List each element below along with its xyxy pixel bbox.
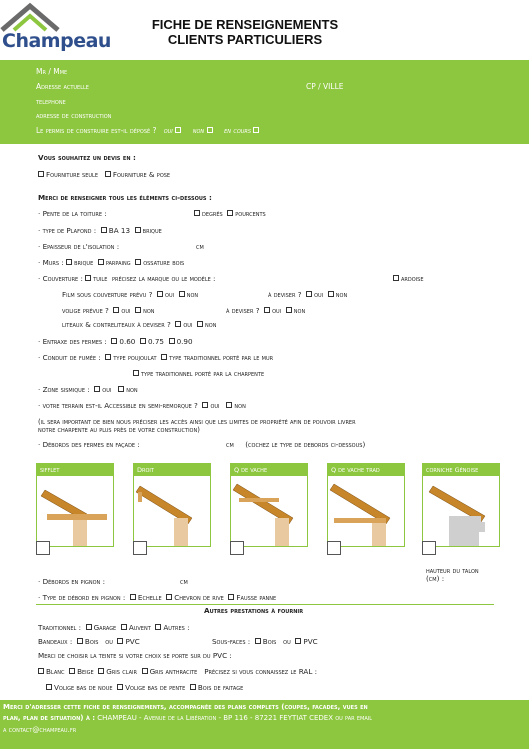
poujoulat-label: type poujoulat xyxy=(113,353,157,362)
teinte-label: Merci de choisir la teinte si votre choix se porte sur du PVC : xyxy=(38,651,232,660)
sismique-label: · Zone sismique : xyxy=(38,385,90,394)
entraxe-090-checkbox[interactable] xyxy=(169,338,175,344)
fourniture-seule-checkbox[interactable] xyxy=(38,171,44,177)
film-deviser-non-checkbox[interactable] xyxy=(328,291,334,297)
q-vache-trad-checkbox[interactable] xyxy=(327,541,341,555)
ardoise-label: ardoise xyxy=(401,274,424,283)
ardoise-checkbox[interactable] xyxy=(393,275,399,281)
debord-q-vache-trad-title: Q de vache trad xyxy=(328,464,404,476)
debord-sifflet-title: sifflet xyxy=(37,464,113,476)
sous-faces-bois-label: Bois xyxy=(262,637,277,646)
debord-droit-card[interactable] xyxy=(133,463,211,547)
volige-row xyxy=(62,306,155,315)
poujoulat-checkbox[interactable] xyxy=(105,354,111,360)
isolation-label: · Epaisseur de l'isolation : xyxy=(38,242,120,251)
film-deviser-oui-checkbox[interactable] xyxy=(306,291,312,297)
entraxe-075-label: 0.75 xyxy=(147,337,164,346)
film-deviser-row xyxy=(268,290,347,299)
permit-oui-checkbox[interactable] xyxy=(175,127,181,133)
trad-mur-checkbox[interactable] xyxy=(161,354,167,360)
bandeaux-pvc-label: PVC xyxy=(125,637,140,646)
debords-pignon-unit: cm xyxy=(180,577,188,586)
volige-label: volige prévue ? xyxy=(62,306,109,315)
garage-label: Garage xyxy=(93,623,117,632)
sous-faces-ou: ou xyxy=(283,637,291,646)
film-deviser-non-label: non xyxy=(335,290,348,299)
trad-mur-label: type traditionnel porté par le mur xyxy=(169,353,274,362)
entraxe-060-checkbox[interactable] xyxy=(111,338,117,344)
fourniture-seule-label: Fourniture seule xyxy=(46,170,98,179)
semi-label: · votre terrain est-il Accessible en semi-remorque ? xyxy=(38,401,198,410)
identity-band xyxy=(0,60,529,144)
entraxe-090-label: 0.90 xyxy=(176,337,193,346)
volige-pente-label: Volige bas de pente xyxy=(125,683,186,692)
q-vache-checkbox[interactable] xyxy=(230,541,244,555)
sifflet-diagram-icon xyxy=(37,476,113,546)
blanc-checkbox[interactable] xyxy=(38,668,44,674)
volige-deviser-oui-checkbox[interactable] xyxy=(264,307,270,313)
volige-oui-checkbox[interactable] xyxy=(113,307,119,313)
q-vache-trad-diagram-icon xyxy=(328,476,404,546)
hauteur-talon-label: hauteur du talon xyxy=(426,566,479,575)
gris-anthracite-checkbox[interactable] xyxy=(142,668,148,674)
volige-noue-label: Volige bas de noue xyxy=(54,683,113,692)
murs-label: · Murs : xyxy=(38,258,64,267)
bandeaux-bois-label: Bois xyxy=(84,637,99,646)
semi-oui-checkbox[interactable] xyxy=(202,402,208,408)
volige-options-row xyxy=(46,683,243,692)
echelle-label: Echelle xyxy=(137,593,162,602)
couverture-label: · Couverture : xyxy=(38,274,83,283)
phone-field-label[interactable]: telephone xyxy=(36,97,66,106)
debord-corniche-card[interactable] xyxy=(422,463,500,547)
corniche-diagram-icon xyxy=(423,476,499,546)
parpaing-checkbox[interactable] xyxy=(98,259,104,265)
pente-options xyxy=(194,209,266,218)
garage-checkbox[interactable] xyxy=(86,624,92,630)
entraxe-060-label: 0.60 xyxy=(119,337,136,346)
entraxe-label: · Entraxe des fermes : xyxy=(38,337,107,346)
volige-pente-checkbox[interactable] xyxy=(117,684,123,690)
autres-label: Autres : xyxy=(163,623,190,632)
film-oui-label: oui xyxy=(165,290,175,299)
droit-diagram-icon xyxy=(134,476,210,546)
ossature-bois-checkbox[interactable] xyxy=(135,259,141,265)
volige-deviser-non-label: non xyxy=(293,306,306,315)
devis-heading: Vous souhaitez un devis en : xyxy=(38,153,136,162)
footer-line2 xyxy=(3,714,372,722)
plafond-label: · type de Plafond : xyxy=(38,226,97,235)
traditionnel-row xyxy=(38,623,190,632)
construction-address-label[interactable]: adresse de construction xyxy=(36,111,112,120)
sous-faces-label: Sous-faces : xyxy=(212,637,251,646)
gris-anthracite-label: Gris anthracite xyxy=(149,667,198,676)
footer-email[interactable]: a contact@champeau.fr xyxy=(3,726,77,734)
bois-faitage-checkbox[interactable] xyxy=(190,684,196,690)
degres-label: degrés xyxy=(202,209,223,218)
debords-facade-unit: cm xyxy=(226,440,234,449)
trad-charpente-checkbox[interactable] xyxy=(133,370,139,376)
film-label: Film sous couverture prévu ? xyxy=(62,290,153,299)
footer-line2-bold: plan, plan de situation) à : xyxy=(3,714,96,722)
ardoise-option xyxy=(393,274,424,283)
debords-pignon-label: · Débords en pignon : xyxy=(38,577,105,586)
ba13-checkbox[interactable] xyxy=(101,227,107,233)
autres-checkbox[interactable] xyxy=(155,624,161,630)
q-vache-diagram-icon xyxy=(231,476,307,546)
blanc-label: Blanc xyxy=(46,667,65,676)
type-pignon-row xyxy=(38,593,276,602)
teinte-row xyxy=(38,667,317,676)
sismique-oui-label: oui xyxy=(102,385,112,394)
film-a-deviser-label: à deviser ? xyxy=(268,290,302,299)
traditionnel-label: Traditionnel : xyxy=(38,623,82,632)
volige-a-deviser-label: à deviser ? xyxy=(226,306,260,315)
liteaux-non-checkbox[interactable] xyxy=(197,321,203,327)
tuile-label: tuile xyxy=(93,274,108,283)
trad-charpente-label: type traditionnel porté par la charpente xyxy=(141,369,265,378)
entraxe-row xyxy=(38,337,193,346)
debords-facade-label: · Débords des fermes en façade : xyxy=(38,440,140,449)
debord-q-vache-trad-card[interactable] xyxy=(327,463,405,547)
semi-non-label: non xyxy=(234,401,246,410)
murs-brique-checkbox[interactable] xyxy=(66,259,72,265)
page-title-line1: FICHE DE RENSEIGNEMENTS xyxy=(151,17,339,32)
plafond-row xyxy=(38,226,162,235)
volige-deviser-non-checkbox[interactable] xyxy=(286,307,292,313)
fourniture-pose-checkbox[interactable] xyxy=(105,171,111,177)
semi-row xyxy=(38,401,246,410)
debord-q-vache-title: Q de vache xyxy=(231,464,307,476)
volige-deviser-row xyxy=(226,306,305,315)
film-non-checkbox[interactable] xyxy=(179,291,185,297)
murs-brique-label: brique xyxy=(74,258,94,267)
debords-facade-unit-row xyxy=(226,440,365,449)
pente-label: · Pente de la toiture : xyxy=(38,209,107,218)
liteaux-non-label: non xyxy=(205,320,217,329)
debord-q-vache-card[interactable] xyxy=(230,463,308,547)
permit-question xyxy=(36,126,261,135)
gris-clair-checkbox[interactable] xyxy=(98,668,104,674)
page-title-line2: CLIENTS PARTICULIERS xyxy=(167,32,323,47)
fourniture-pose-label: Fourniture & pose xyxy=(112,170,171,179)
sous-faces-row xyxy=(212,637,318,646)
volige-oui-label: oui xyxy=(121,306,131,315)
permit-oui: oui xyxy=(163,126,173,135)
entraxe-075-checkbox[interactable] xyxy=(140,338,146,344)
couverture-row xyxy=(38,274,215,283)
fumee-label: · Conduit de fumée : xyxy=(38,353,101,362)
bandeaux-ou: ou xyxy=(105,637,113,646)
autres-heading: Autres prestations à fournir xyxy=(204,606,304,615)
volige-non-label: non xyxy=(143,306,155,315)
pourcents-label: pourcents xyxy=(235,209,266,218)
debord-droit-title: Droit xyxy=(134,464,210,476)
tuile-checkbox[interactable] xyxy=(85,275,91,281)
bandeaux-row xyxy=(38,637,140,646)
brique-plafond-label: brique xyxy=(142,226,162,235)
bandeaux-bois-checkbox[interactable] xyxy=(77,638,83,644)
beige-label: Beige xyxy=(77,667,94,676)
volige-noue-checkbox[interactable] xyxy=(46,684,52,690)
sismique-non-checkbox[interactable] xyxy=(118,386,124,392)
film-oui-checkbox[interactable] xyxy=(157,291,163,297)
sismique-non-label: non xyxy=(126,385,138,394)
sismique-row xyxy=(38,385,138,394)
pourcents-checkbox[interactable] xyxy=(227,210,233,216)
chevron-rive-label: Chevron de rive xyxy=(174,593,224,602)
type-pignon-label: · Type de débord en pignon : xyxy=(38,593,126,602)
film-deviser-oui-label: oui xyxy=(314,290,324,299)
chevron-rive-checkbox[interactable] xyxy=(166,594,172,600)
film-row xyxy=(62,290,198,299)
name-field-label[interactable]: Mr / Mme xyxy=(36,67,68,76)
volige-non-checkbox[interactable] xyxy=(135,307,141,313)
devis-options xyxy=(38,170,170,179)
semi-non-checkbox[interactable] xyxy=(226,402,232,408)
debord-sifflet-card[interactable] xyxy=(36,463,114,547)
fumee-row2 xyxy=(133,369,264,378)
bandeaux-label: Bandeaux : xyxy=(38,637,73,646)
sifflet-checkbox[interactable] xyxy=(36,541,50,555)
auvent-checkbox[interactable] xyxy=(121,624,127,630)
echelle-checkbox[interactable] xyxy=(130,594,136,600)
fausse-panne-label: Fausse panne xyxy=(236,593,277,602)
acces-note-line2: notre charpente au plus près de votre construction) xyxy=(38,426,200,434)
debord-corniche-title: corniche Génoise xyxy=(423,464,499,476)
permit-label: Le permis de construire est-il déposé ? xyxy=(36,126,157,135)
logo-text: Champeau xyxy=(2,30,111,52)
bandeaux-pvc-checkbox[interactable] xyxy=(117,638,123,644)
ossature-bois-label: ossature bois xyxy=(143,258,185,267)
autres-divider xyxy=(36,604,494,605)
liteaux-row xyxy=(62,320,216,329)
beige-checkbox[interactable] xyxy=(69,668,75,674)
permit-non-checkbox[interactable] xyxy=(207,127,213,133)
parpaing-label: parpaing xyxy=(105,258,131,267)
corniche-checkbox[interactable] xyxy=(422,541,436,555)
bois-faitage-label: Bois de faitage xyxy=(197,683,244,692)
permit-en-cours: en cours xyxy=(224,126,252,135)
volige-deviser-oui-label: oui xyxy=(272,306,282,315)
permit-en-cours-checkbox[interactable] xyxy=(253,127,259,133)
footer-band xyxy=(0,700,529,749)
precisez-marque-label: précisez la marque ou le modèle : xyxy=(111,274,216,283)
footer-line1: Merci d'adresser cette fiche de renseignements, accompagnée des plans complets (coupes, facades, vues en xyxy=(3,703,368,711)
sismique-oui-checkbox[interactable] xyxy=(94,386,100,392)
sous-faces-pvc-label: PVC xyxy=(303,637,318,646)
hauteur-talon-unit: (cm) : xyxy=(426,574,445,583)
fumee-row xyxy=(38,353,273,362)
ral-label: Précisez si vous connaissez le RAL : xyxy=(204,667,318,676)
debords-facade-note: (cochez le type de debords ci-dessous) xyxy=(245,440,366,449)
semi-oui-label: oui xyxy=(210,401,220,410)
details-heading: Merci de renseigner tous les éléments ci-dessous : xyxy=(38,193,212,202)
acces-note-line1: (il sera important de bien nous préciser les accès ainsi que les limites de propriété afin de pouvoir livrer xyxy=(38,418,356,426)
address-field-label[interactable]: Adresse actuelle xyxy=(36,82,89,91)
ba13-label: BA 13 xyxy=(108,226,131,235)
isolation-unit: cm xyxy=(196,242,204,251)
gris-clair-label: Gris clair xyxy=(106,667,137,676)
permit-non: non xyxy=(192,126,205,135)
liteaux-oui-checkbox[interactable] xyxy=(175,321,181,327)
liteaux-label: liteaux & contreliteaux à deviser ? xyxy=(62,320,171,329)
film-non-label: non xyxy=(186,290,199,299)
fausse-panne-checkbox[interactable] xyxy=(228,594,234,600)
murs-row xyxy=(38,258,184,267)
droit-checkbox[interactable] xyxy=(133,541,147,555)
footer-address: CHAMPEAU - Avenue de la Libération - BP 116 - 87221 FEYTIAT CEDEX ou par email xyxy=(97,714,373,722)
cp-field-label[interactable]: CP / VILLE xyxy=(306,82,344,91)
sous-faces-bois-checkbox[interactable] xyxy=(255,638,261,644)
brique-plafond-checkbox[interactable] xyxy=(135,227,141,233)
liteaux-oui-label: oui xyxy=(183,320,193,329)
auvent-label: Auvent xyxy=(128,623,151,632)
sous-faces-pvc-checkbox[interactable] xyxy=(295,638,301,644)
degres-checkbox[interactable] xyxy=(194,210,200,216)
